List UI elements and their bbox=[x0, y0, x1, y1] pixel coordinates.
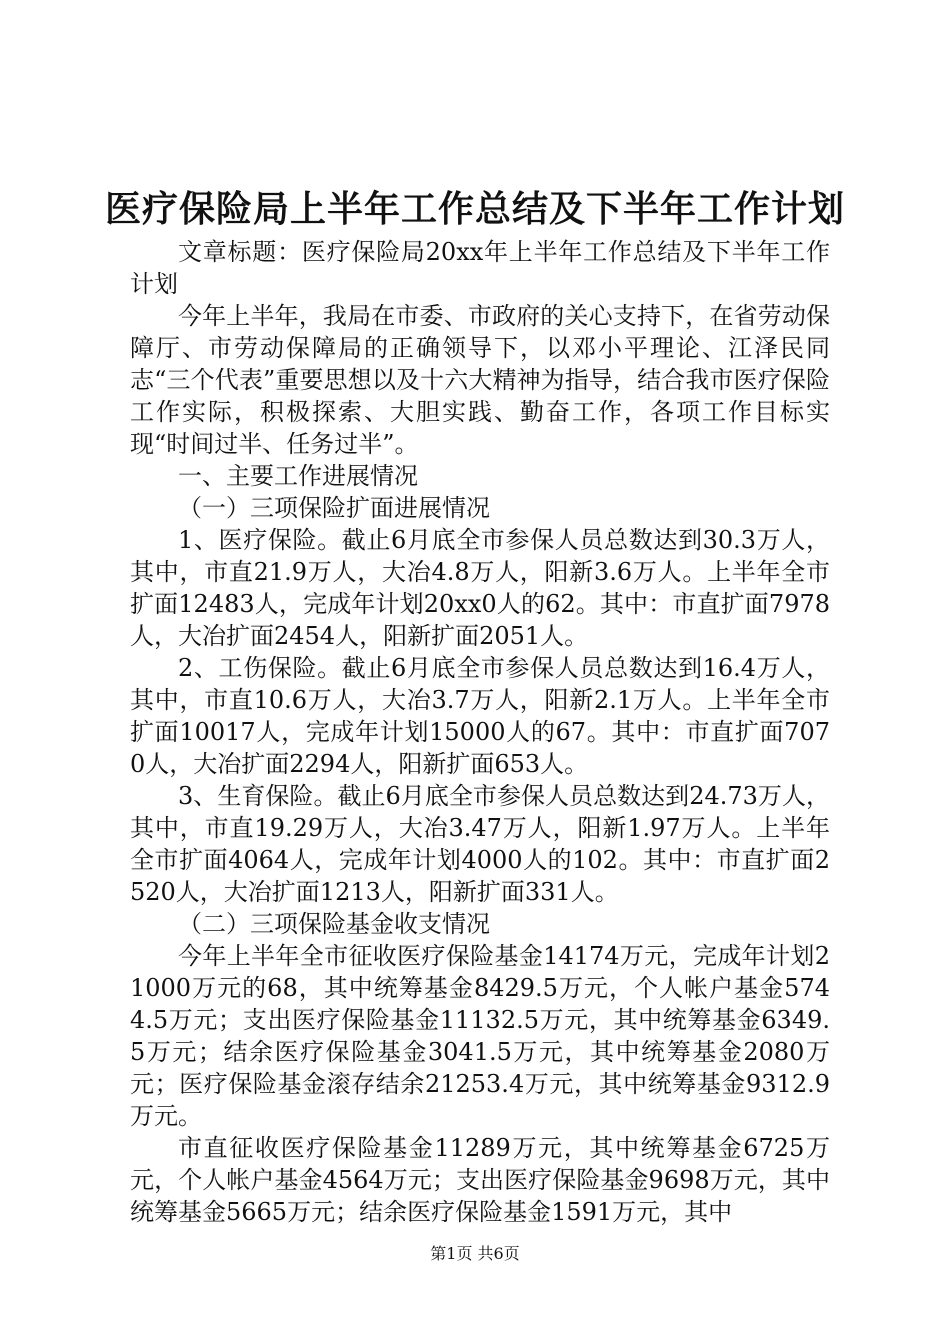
subheading-fund: （二）三项保险基金收支情况 bbox=[178, 910, 490, 938]
paragraph-fund-direct: 市直征收医疗保险基金11289万元，其中统筹基金6725万元，个人帐户基金4564万元；支出医疗保险基金9698万元，其中统筹基金5665万元；结余医疗保险基金1591万元，其中 bbox=[130, 1134, 830, 1226]
document-body bbox=[130, 236, 830, 1228]
document-title: 医疗保险局上半年工作总结及下半年工作计划 bbox=[104, 188, 845, 230]
paragraph-article-title: 文章标题：医疗保险局20xx年上半年工作总结及下半年工作计划 bbox=[130, 238, 830, 298]
page-footer: 第1页 共6页 bbox=[430, 1244, 520, 1263]
subheading-expansion: （一）三项保险扩面进展情况 bbox=[178, 494, 490, 522]
paragraph-maternity-insurance: 3、生育保险。截止6月底全市参保人员总数达到24.73万人，其中，市直19.29万人，大冶3.47万人，阳新1.97万人。上半年全市扩面4064人，完成年计划4000人的102。其中：市直扩面2520人，大冶扩面1213人，阳新扩面331人。 bbox=[130, 782, 830, 906]
paragraph-injury-insurance: 2、工伤保险。截止6月底全市参保人员总数达到16.4万人，其中，市直10.6万人，大冶3.7万人，阳新2.1万人。上半年全市扩面10017人，完成年计划15000人的67。其中：市直扩面7070人，大冶扩面2294人，阳新扩面653人。 bbox=[130, 654, 830, 778]
paragraph-intro: 今年上半年，我局在市委、市政府的关心支持下，在省劳动保障厅、市劳动保障局的正确领导下，以邓小平理论、江泽民同志“三个代表”重要思想以及十六大精神为指导，结合我市医疗保险工作实际，积极探索、大胆实践、勤奋工作，各项工作目标实现“时间过半、任务过半”。 bbox=[130, 302, 830, 458]
paragraph-fund-city: 今年上半年全市征收医疗保险基金14174万元，完成年计划21000万元的68，其中统筹基金8429.5万元，个人帐户基金5744.5万元；支出医疗保险基金11132.5万元，其中统筹基金6349.5万元；结余医疗保险基金3041.5万元，其中统筹基金2080万元；医疗保险基金滚存结余21253.4万元，其中统筹基金9312.9万元。 bbox=[130, 942, 830, 1130]
heading-main-progress: 一、主要工作进展情况 bbox=[178, 462, 418, 490]
paragraph-medical-insurance: 1、医疗保险。截止6月底全市参保人员总数达到30.3万人，其中，市直21.9万人，大冶4.8万人，阳新3.6万人。上半年全市扩面12483人，完成年计划20xx0人的62。其中：市直扩面7978人，大冶扩面2454人，阳新扩面2051人。 bbox=[130, 526, 830, 650]
